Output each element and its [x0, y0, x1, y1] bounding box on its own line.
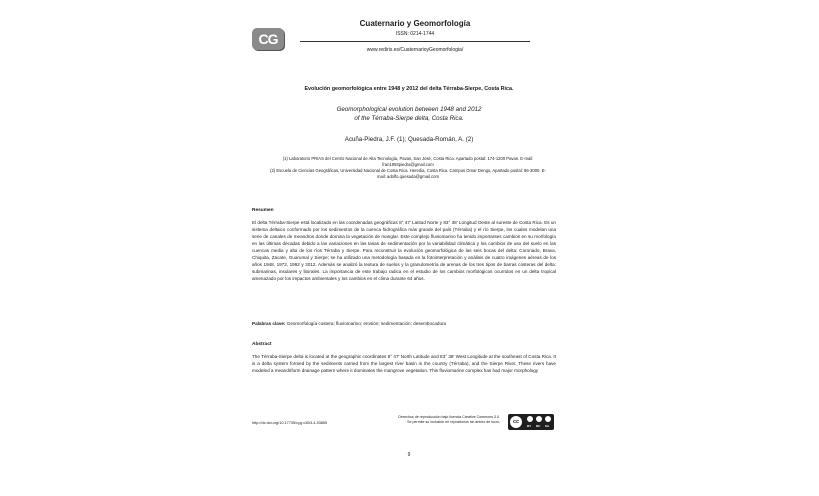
article-title-es: Evolución geomorfológica entre 1948 y 2012 del delta Térraba-Sierpe, Costa Rica. — [304, 86, 514, 92]
journal-url[interactable]: www.rediris.es/CuaternarioyGeomorfologia/ — [366, 47, 464, 53]
article-title-en — [248, 105, 570, 123]
affiliation-2: (2) Escuela de Ciencias Geográficas, Universidad Nacional de Costa Rica. Heredia, Costa Rica. Campus Omar Dengo, Apartado postal: 86-3000. E-mail: adolfo.quesada@gmail.com — [270, 168, 546, 179]
keywords-label: Palabras clave: — [252, 321, 286, 326]
keywords-line — [252, 321, 556, 326]
abstract-text: The Térraba-Sierpe delta is located at the geographic coordinates 8° 47' North Latitude and 83° 38' West Longitude at the southeast of Costa Rica. It is a delta system formed by the sediments carried from the largest river basin in the country (Térraba), and the Sierpe River. These rivers have modeled a meandriform drainage pattern where it dominates the mangrove vegetation. This fluviomarine complex has had major morphology — [252, 354, 556, 374]
journal-logo-text: CG — [258, 31, 278, 47]
cc-tag-nc: NC — [536, 424, 541, 428]
resumen-heading: Resumen — [252, 208, 274, 213]
abstract-heading: Abstract — [252, 342, 272, 347]
creative-commons-badge[interactable] — [508, 414, 554, 430]
article-title-en-line1: Geomorphological evolution between 1948 and 2012 — [336, 106, 482, 113]
by-icon — [527, 416, 533, 422]
header-divider — [300, 41, 530, 42]
cc-tag-by: BY — [527, 424, 532, 428]
article-title-en-line2: of the Térraba-Sierpe delta, Costa Rica. — [354, 115, 464, 122]
license-line-1: Derechos de reproducción bajo licencia Creative Commons 3.0. — [398, 415, 500, 419]
sa-icon — [545, 416, 551, 422]
affiliations — [268, 156, 548, 180]
article-authors: Acuña-Piedra, J.F. (1); Quesada-Román, A. (2) — [344, 136, 474, 143]
keywords-values: Geomorfología costera; fluviomarino; erosión; sedimentación; desembocadura — [285, 321, 447, 326]
resumen-text: El delta Térraba-Sierpe está localizado en las coordenadas geográficas 8° 47' Latitud Norte y 83° 38' Longitud Oeste al sureste de Costa Rica. Es un sistema deltaico conformado por los sedimentos de la cuenca hidrográfica más grande del país (Térraba) y el río Sierpe, los cuales modelan una serie de canales de meandros donde domina la vegetación de manglar. Este complejo fluviomarino ha tenido importantes cambios en su morfología en las últimas décadas debido a las variaciones en las tasas de sedimentación por la variabilidad climática y los cambios de uso del suelo en las cuencas media y alta de los ríos Térraba y Sierpe. Para reconstruir la evolución geomorfológica de las seis bocas del delta: Coronado, Brava, Chiquita, Zacate, Guarumal y Sierpe; se ha utilizado una metodología basada en la fotointerpretación y análisis de cuatro imágenes aéreas de los años 1948, 1972, 1992 y 2012. Además se analizó la textura de suelos y la granulometría de arenas de los tres tipos de barras costeras del delta: submarinas, insulares y litorales. La importancia de este trabajo radica en el estudio de los cambios morfológicos ocurridos en un delta tropical amenazado por los impactos ambientales y los cambios en el clima durante 64 años. — [252, 220, 556, 282]
cc-icon: cc — [510, 416, 522, 428]
cc-tag-sa: SA — [545, 424, 550, 428]
license-line-2: Se permite su inclusión en repositorios sin ánimo de lucro. — [407, 420, 500, 424]
page-number: 9 — [407, 452, 411, 458]
journal-issn: ISSN: 0214-1744 — [395, 31, 435, 37]
doi-link[interactable]: http://dx.doi.org/10.17735/cyg.v30i3-4.53855 — [252, 421, 328, 425]
license-text — [392, 415, 500, 425]
affiliation-1: (1) Laboratorio PRIAS del Centro Nacional de Alta Tecnología, Pavas, San José, Costa Rica. Apartado postal: 174-1200 Pavas. E-mail: fran1993piedra@gmail.com — [282, 156, 534, 167]
nc-icon — [536, 416, 542, 422]
journal-title: Cuaternario y Geomorfología — [359, 19, 471, 28]
journal-logo — [252, 28, 284, 50]
